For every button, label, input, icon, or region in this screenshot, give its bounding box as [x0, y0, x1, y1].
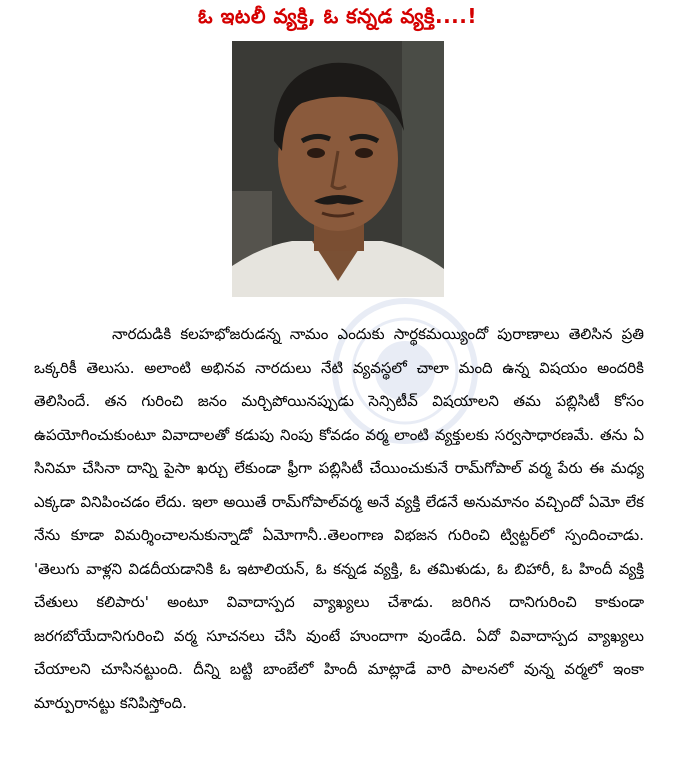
headline-bar — [0, 0, 675, 36]
portrait-photo — [232, 41, 444, 297]
portrait-illustration — [232, 41, 444, 297]
page-headline: ఓ ఇటలీ వ్యక్తి, ఓ కన్నడ వ్యక్తి....! — [198, 3, 477, 28]
article-body: నారదుడికి కలహభోజరుడన్న నామం ఎందుకు సార్థకమయ్యిందో పురాణాలు తెలిసిన ప్రతి ఒక్కరికీ తెలుసు. అలాంటి అభినవ నారదులు నేటి వ్యవస్థలో చాలా మంది ఉన్న విషయం అందరికి తెలిసిందే. తన గురించి జనం మర్చిపోయినప్పుడు సెన్సిటీవ్ విషయాలని తమ పబ్లిసిటీ కోసం ఉపయోగించుకుంటూ వివాదాలతో కడుపు నింపు కోవడం వర్మ లాంటి వ్యక్తులకు సర్వసాధారణమే. తను ఏ సినిమా చేసినా దాన్ని పైసా ఖర్చు లేకుండా ఫ్రీగా పబ్లిసిటీ చేయించుకునే రామ్‌గోపాల్ వర్మ పేరు ఈ మధ్య ఎక్కడా వినిపించడం లేదు. ఇలా అయితే రామ్‌గోపాల్‌వర్మ అనే వ్యక్తి లేడనే అనుమానం వచ్చిందో ఏమో లేక నేను కూడా విమర్శించాలనుకున్నాడో ఏమోగానీ..తెలంగాణ విభజన గురించి ట్విట్టర్‌లో స్పందించాడు. 'తెలుగు వాళ్లని విడదీయడానికి ఓ ఇటాలియన్, ఓ కన్నడ వ్యక్తి, ఓ తమిళుడు, ఓ బిహారీ, ఓ హిందీ వ్యక్తి చేతులు కలిపారు' అంటూ వివాదాస్పద వ్యాఖ్యలు చేశాడు. జరిగిన దానిగురించి కాకుండా జరగబోయేదానిగురించి వర్మ సూచనలు చేసి వుంటే హుందాగా వుండేది. ఏదో వివాదాస్పద వ్యాఖ్యలు చేయాలని చూసినట్టుంది. దీన్ని బట్టి బాంబేలో హిందీ మాట్లాడే వారి పాలనలో వున్న వర్మలో ఇంకా మార్పురానట్టు కనిపిస్తోంది. — [34, 325, 644, 712]
